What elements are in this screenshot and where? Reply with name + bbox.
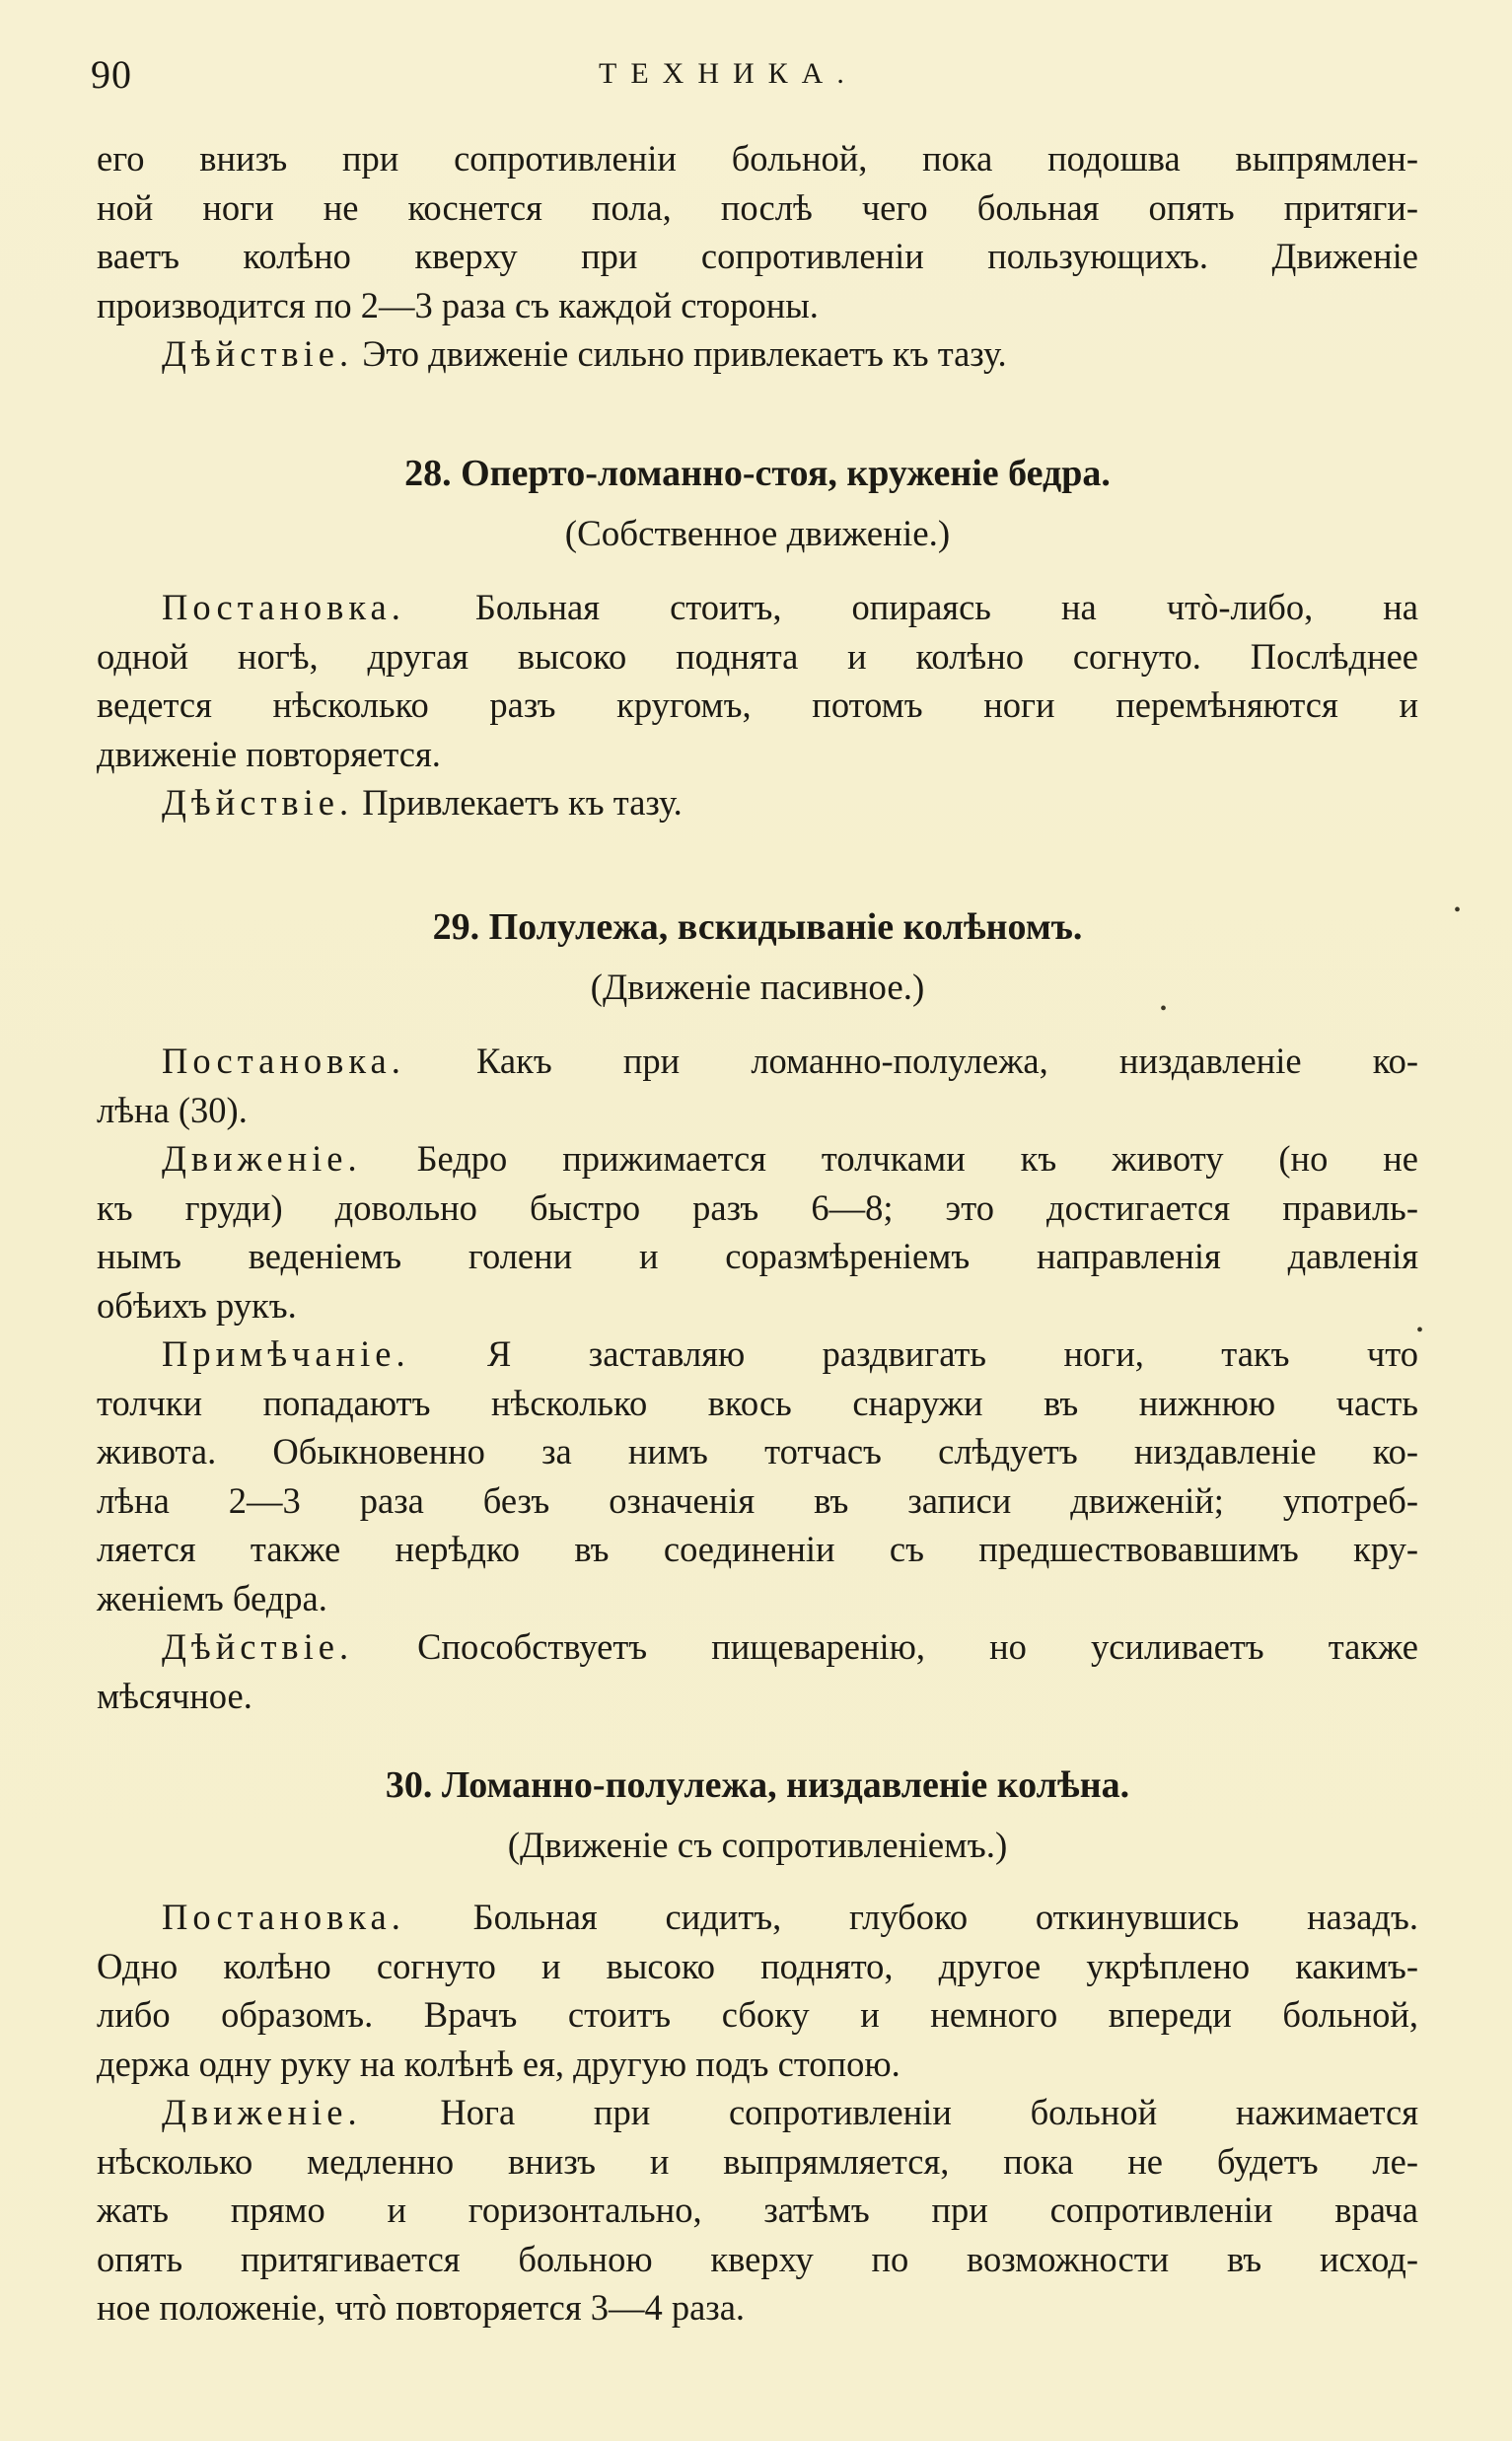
effect-label: Дѣйствіе. bbox=[162, 333, 354, 374]
effect-text: Способствуетъ пищеваренію, но усиливаетъ также bbox=[417, 1626, 1418, 1667]
section-subtitle: (Движеніе пасивное.) bbox=[590, 968, 925, 1008]
motion-paragraph bbox=[97, 2088, 1418, 2333]
intro-block bbox=[97, 134, 1418, 379]
print-speck: • bbox=[1416, 1320, 1424, 1341]
text-line: одной ногѣ, другая высоко поднята и колѣно согнуто. Послѣднее bbox=[97, 635, 1418, 677]
setup-label: Постановка. bbox=[162, 1897, 405, 1937]
text-line: либо образомъ. Врачъ стоитъ сбоку и немного впереди больной, bbox=[97, 1994, 1418, 2035]
motion-text: Нога при сопротивленіи больной нажимается bbox=[440, 2092, 1418, 2132]
text-line: производится по 2—3 раза съ каждой стороны. bbox=[97, 284, 819, 325]
setup-label: Постановка. bbox=[162, 587, 405, 627]
text-line: ное положеніе, чтò повторяется 3—4 раза. bbox=[97, 2287, 746, 2328]
section-subtitle: (Движеніе съ сопротивленіемъ.) bbox=[507, 1826, 1008, 1866]
setup-paragraph bbox=[97, 583, 1418, 778]
text-line: къ груди) довольно быстро разъ 6—8; это достигается правиль- bbox=[97, 1186, 1418, 1228]
effect-label: Дѣйствіе. bbox=[162, 1626, 354, 1667]
text-line bbox=[97, 1134, 1418, 1184]
effect-label: Дѣйствіе. bbox=[162, 782, 354, 823]
section-28 bbox=[97, 452, 1418, 827]
text-line: толчки попадаютъ нѣсколько вкось снаружи въ нижнюю часть bbox=[97, 1382, 1418, 1423]
section-subtitle: (Собственное движеніе.) bbox=[564, 514, 951, 554]
text-line: держа одну руку на колѣнѣ ея, другую подъ стопою. bbox=[97, 2043, 900, 2084]
text-line bbox=[97, 1622, 1418, 1672]
setup-text: Больная стоитъ, опираясь на чтò-либо, на bbox=[474, 587, 1418, 627]
section-title: 30. Ломанно-полулежа, низдавленіе колѣна. bbox=[385, 1764, 1130, 1806]
effect-paragraph bbox=[97, 1622, 1418, 1720]
section-30 bbox=[97, 1763, 1418, 2333]
text-line bbox=[97, 1329, 1418, 1379]
text-line: женіемъ бедра. bbox=[97, 1577, 327, 1618]
setup-label: Постановка. bbox=[162, 1041, 405, 1081]
text-line: обѣихъ рукъ. bbox=[97, 1284, 297, 1326]
setup-paragraph bbox=[97, 1893, 1418, 2088]
intro-paragraph bbox=[97, 134, 1418, 329]
effect-paragraph bbox=[97, 778, 1418, 827]
text-line: ной ноги не коснется пола, послѣ чего больная опять притяги- bbox=[97, 186, 1418, 228]
text-line bbox=[97, 1893, 1418, 1942]
section-29 bbox=[97, 905, 1418, 1720]
text-line: лѣна (30). bbox=[97, 1089, 248, 1130]
print-speck: • bbox=[1454, 899, 1462, 921]
note-label: Примѣчаніе. bbox=[162, 1333, 410, 1374]
text-line: ведется нѣсколько разъ кругомъ, потомъ ноги перемѣняются и bbox=[97, 684, 1418, 725]
page-header bbox=[91, 51, 1412, 107]
running-title: ТЕХНИКА. bbox=[599, 57, 858, 90]
text-line: движеніе повторяется. bbox=[97, 733, 441, 774]
motion-label: Движеніе. bbox=[162, 2092, 362, 2132]
effect-text: Это движеніе сильно привлекаетъ къ тазу. bbox=[362, 333, 1007, 374]
motion-label: Движеніе. bbox=[162, 1138, 362, 1179]
motion-text: Бедро прижимается толчками къ животу (но не bbox=[416, 1138, 1419, 1179]
text-line bbox=[97, 2088, 1418, 2137]
motion-paragraph bbox=[97, 1134, 1418, 1329]
text-line: живота. Обыкновенно за нимъ тотчасъ слѣдуетъ низдавленіе ко- bbox=[97, 1431, 1418, 1472]
note-paragraph bbox=[97, 1329, 1418, 1622]
print-speck: • bbox=[1160, 998, 1168, 1020]
setup-paragraph bbox=[97, 1037, 1418, 1134]
text-line: опять притягивается больною кверху по возможности въ исход- bbox=[97, 2238, 1418, 2279]
section-title: 28. Оперто-ломанно-стоя, круженіе бедра. bbox=[404, 453, 1111, 494]
setup-text: Какъ при ломанно-полулежа, низдавленіе ко- bbox=[476, 1041, 1418, 1081]
effect-text: Привлекаетъ къ тазу. bbox=[362, 782, 683, 823]
setup-text: Больная сидитъ, глубоко откинувшись назадъ. bbox=[472, 1897, 1419, 1937]
text-line: нымъ веденіемъ голени и соразмѣреніемъ направленія давленія bbox=[97, 1236, 1418, 1276]
text-line: ляется также нерѣдко въ соединеніи съ предшествовавшимъ кру- bbox=[97, 1529, 1418, 1569]
page-number: 90 bbox=[91, 52, 132, 97]
text-line bbox=[97, 583, 1418, 632]
note-text: Я заставляю раздвигать ноги, такъ что bbox=[487, 1333, 1418, 1374]
text-line: Одно колѣно согнуто и высоко поднято, другое укрѣплено какимъ- bbox=[97, 1945, 1418, 1986]
text-line bbox=[97, 1037, 1418, 1086]
text-line: нѣсколько медленно внизъ и выпрямляется, пока не будетъ ле- bbox=[97, 2140, 1418, 2182]
section-title: 29. Полулежа, вскидываніе колѣномъ. bbox=[432, 906, 1083, 948]
text-line: мѣсячное. bbox=[97, 1675, 252, 1716]
intro-effect-paragraph bbox=[97, 329, 1418, 379]
text-line: лѣна 2—3 раза безъ означенія въ записи движеній; употреб- bbox=[97, 1479, 1418, 1521]
text-line: его внизъ при сопротивленіи больной, пока подошва выпрямлен- bbox=[97, 138, 1418, 179]
text-line: жать прямо и горизонтально, затѣмъ при сопротивленіи врача bbox=[97, 2190, 1418, 2230]
text-line: ваетъ колѣно кверху при сопротивленіи пользующихъ. Движеніе bbox=[97, 236, 1418, 276]
